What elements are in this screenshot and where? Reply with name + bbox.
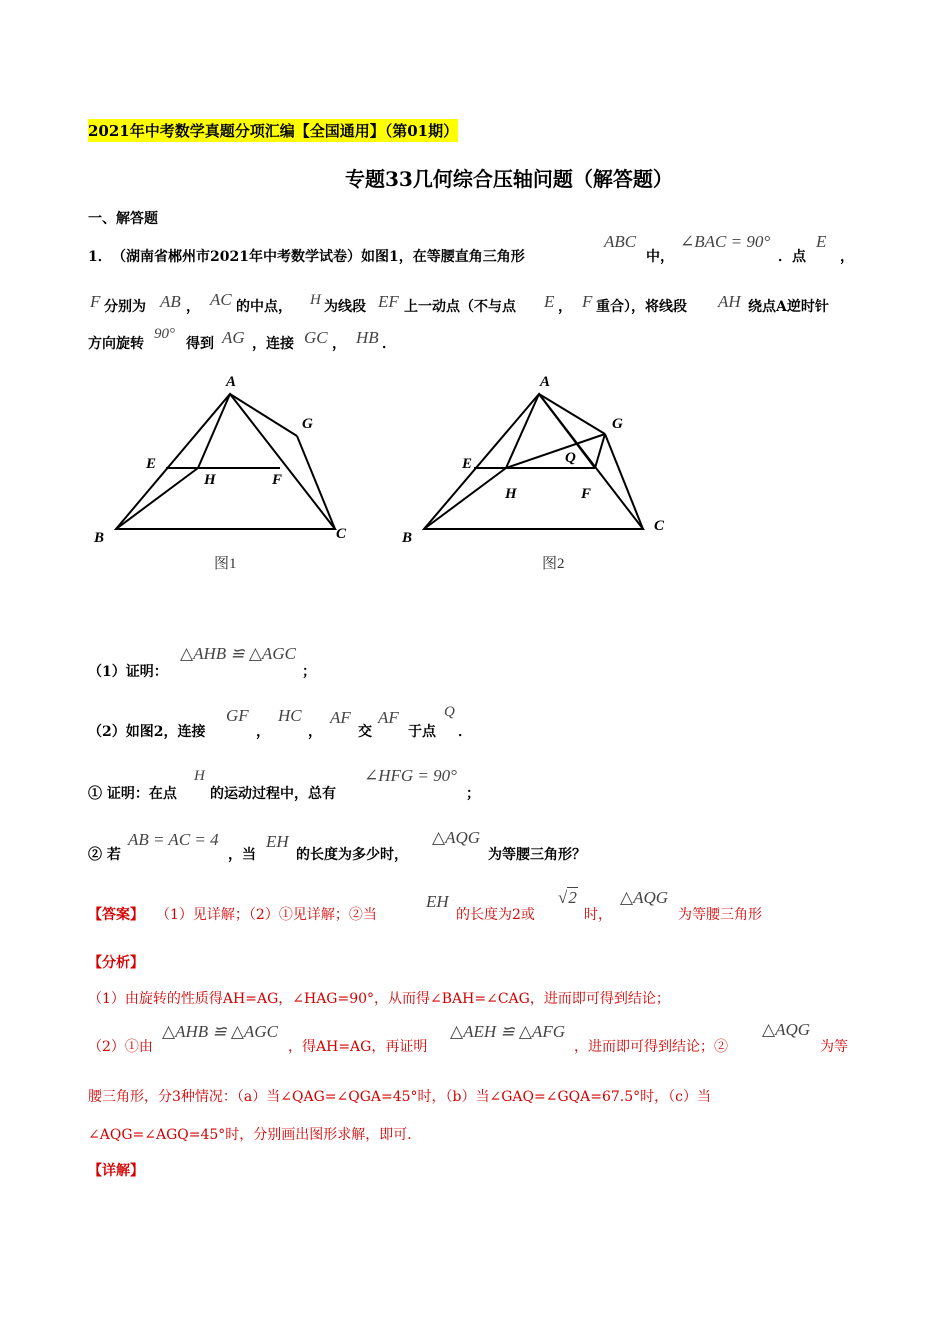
section-heading: 一、解答题 (88, 211, 158, 227)
fig2-label-a: A (540, 374, 551, 390)
math-ab-ac-4: AB = AC = 4 (128, 830, 219, 849)
analysis-tag: 【分析】 (88, 955, 144, 971)
question-1-number: 1． (88, 249, 112, 265)
part-2b-end: 为等腰三角形？ (488, 847, 586, 863)
analysis-line-1: （1）由旋转的性质得AH=AG，∠HAG=90°，从而得∠BAH=∠CAG，进而即可得到结论； (88, 991, 670, 1007)
math-ac: AC (210, 290, 232, 309)
math-f-2: F (582, 292, 593, 311)
analysis-line-3: 腰三角形，分3种情况：（a）当∠QAG=∠QGA=45°时，（b）当∠GAQ=∠GQA=67.5°时，（c）当 (88, 1089, 711, 1105)
math-e-2: E (544, 292, 555, 311)
answer-text-3: 时， (584, 907, 612, 923)
fig2-caption: 图2 (542, 556, 565, 572)
math-eh: EH (266, 832, 289, 851)
part-2b-text: 的长度为多少时， (296, 847, 408, 863)
text-dian: ．点 (778, 249, 806, 265)
math-af-2: AF (378, 708, 399, 727)
answer-math-eh: EH (426, 892, 449, 911)
math-q: Q (444, 704, 455, 720)
part-2-end: ． (458, 724, 472, 740)
fig2-label-q: Q (565, 450, 576, 466)
analysis-line-2c: ，进而即可得到结论；② (574, 1039, 728, 1055)
fig2-label-b: B (402, 530, 413, 546)
text-midpoint: 的中点， (236, 299, 292, 315)
text-zhong: 中， (646, 249, 674, 265)
text-dedao: 得到 (186, 336, 214, 352)
text-shang: 上一动点（不与点 (404, 299, 516, 315)
part-1-end: ； (302, 664, 316, 680)
part-2-label: （2）如图2，连接 (88, 724, 206, 740)
math-ah: AH (718, 292, 741, 311)
math-hc: HC (278, 706, 302, 725)
math-abc: ABC (604, 232, 637, 251)
fig1-caption: 图1 (214, 556, 237, 572)
part-2b-label: ② 若 (88, 847, 121, 863)
answer-text-1: （1）见详解；（2）①见详解；②当 (156, 907, 377, 923)
math-gf: GF (226, 706, 249, 725)
analysis-line-2b: ，得AH=AG，再证明 (288, 1039, 428, 1055)
text-fenbie: 分别为 (104, 299, 146, 315)
text-lianjie: ，连接 (252, 336, 294, 352)
analysis-line-2d: 为等 (820, 1039, 848, 1055)
math-angle-hfg: ∠HFG = 90° (364, 766, 457, 785)
fig1-label-g: G (302, 416, 313, 432)
answer-text-2: 的长度为2或 (456, 907, 535, 923)
figure-2 (398, 370, 688, 580)
fig2-label-f: F (581, 486, 592, 502)
text-comma-3: ， (558, 299, 572, 315)
question-1-source: （湖南省郴州市2021年中考数学试卷）如图1，在等腰直角三角形 (112, 249, 525, 265)
figure-2-lines (424, 394, 643, 529)
fig1-label-a: A (226, 374, 237, 390)
text-period: ． (382, 336, 396, 352)
text-comma-4: ， (332, 336, 346, 352)
math-ag: AG (222, 328, 245, 347)
analysis-math-aqg: △AQG (762, 1020, 811, 1039)
header-banner: 2021年中考数学真题分项汇编【全国通用】（第01期） (88, 119, 458, 142)
text-jiao: 交 (358, 724, 372, 740)
text-direction: 方向旋转 (88, 336, 144, 352)
answer-tag: 【答案】 (88, 907, 144, 923)
math-angle-bac: ∠BAC = 90° (680, 232, 771, 251)
math-90: 90° (154, 326, 175, 342)
text-rotate: 绕点A逆时针 (748, 299, 829, 315)
answer-math-aqg: △AQG (620, 888, 669, 907)
part-2-comma-2: ， (308, 724, 322, 740)
text-comma: ， (840, 249, 854, 265)
math-h: H (310, 292, 321, 308)
math-f: F (90, 292, 101, 311)
text-dang: ，当 (228, 847, 256, 863)
detail-tag: 【详解】 (88, 1163, 144, 1179)
math-hb: HB (356, 328, 379, 347)
part-2a-label: ① 证明：在点 (88, 786, 177, 802)
math-gc: GC (304, 328, 328, 347)
fig2-label-e: E (462, 456, 473, 472)
fig1-label-h: H (204, 472, 216, 488)
fig2-label-h: H (505, 486, 517, 502)
part-2-comma-1: ， (256, 724, 270, 740)
fig1-label-b: B (94, 530, 105, 546)
math-aqg: △AQG (432, 828, 481, 847)
answer-text-4: 为等腰三角形 (678, 907, 762, 923)
text-yudian: 于点 (408, 724, 436, 740)
fig2-label-c: C (654, 518, 665, 534)
math-h-2: H (194, 768, 205, 784)
part-1-label: （1）证明： (88, 664, 168, 680)
text-chonghe: 重合），将线段 (596, 299, 687, 315)
math-ef: EF (378, 292, 399, 311)
fig1-label-e: E (146, 456, 157, 472)
figure-1 (90, 370, 360, 580)
page-title: 专题33几何综合压轴问题（解答题） (345, 167, 673, 191)
text-comma-2: ， (186, 299, 200, 315)
analysis-line-2a: （2）①由 (88, 1039, 153, 1055)
math-congruent-1: △AHB ≌ △AGC (180, 644, 296, 663)
text-wei-xianduan: 为线段 (324, 299, 366, 315)
math-e: E (816, 232, 827, 251)
analysis-math-congruent-1: △AHB ≌ △AGC (162, 1022, 278, 1041)
fig1-label-f: F (272, 472, 283, 488)
math-ab: AB (160, 292, 181, 311)
answer-sqrt-2: √2 (558, 888, 577, 907)
math-af: AF (330, 708, 351, 727)
part-2a-text: 的运动过程中，总有 (210, 786, 336, 802)
fig1-label-c: C (336, 526, 347, 542)
analysis-line-4: ∠AQG=∠AGQ=45°时，分别画出图形求解，即可． (88, 1127, 422, 1143)
analysis-math-congruent-2: △AEH ≌ △AFG (450, 1022, 565, 1041)
fig2-label-g: G (612, 416, 623, 432)
part-2a-end: ； (466, 786, 480, 802)
